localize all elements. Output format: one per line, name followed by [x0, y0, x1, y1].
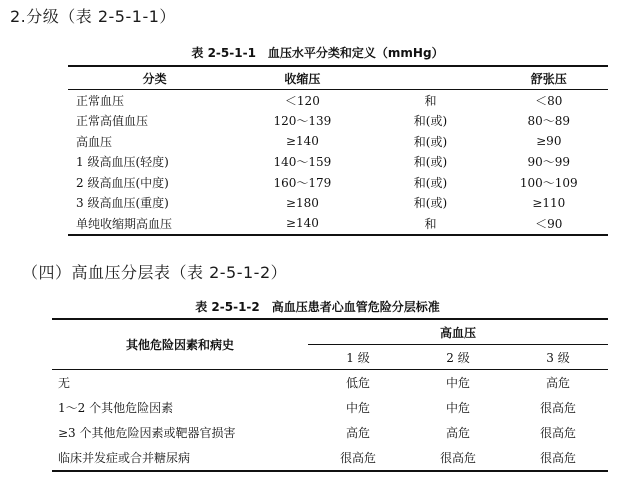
connector-cell: 和(或) [413, 175, 448, 190]
category-cell: 1 级高血压(轻度) [76, 155, 169, 170]
grade1-risk-cell: 中危 [345, 401, 370, 415]
diastolic-cell: 100～109 [519, 175, 578, 190]
table-row [68, 152, 608, 173]
diastolic-cell: ≥110 [532, 195, 566, 210]
category-cell: 单纯收缩期高血压 [76, 216, 173, 231]
header-grade-2: 2 级 [408, 345, 508, 370]
category-cell: 3 级高血压(重度) [76, 196, 169, 211]
header-grade-1: 1 级 [308, 345, 408, 370]
header-systolic: 收缩压 [233, 66, 371, 90]
systolic-cell: 120～139 [273, 114, 332, 129]
connector-cell: 和 [424, 93, 437, 108]
diastolic-cell: 80～89 [527, 114, 571, 129]
table-row [52, 395, 608, 420]
subsection-heading: （四）高血压分层表（表 2-5-1-2） [22, 263, 288, 282]
systolic-cell: ≥180 [285, 195, 319, 210]
connector-cell: 和(或) [413, 134, 448, 149]
connector-cell: 和(或) [413, 155, 448, 170]
category-cell: 2 级高血压(中度) [76, 175, 169, 190]
connector-cell: 和(或) [413, 196, 448, 211]
category-cell: 正常血压 [76, 93, 125, 108]
table-row [68, 172, 608, 193]
grade3-risk-cell: 很高危 [539, 426, 576, 440]
systolic-cell: 160～179 [273, 175, 332, 190]
diastolic-cell: 90～99 [527, 155, 571, 170]
table-row [52, 420, 608, 445]
grade1-risk-cell: 高危 [345, 426, 370, 440]
grade2-risk-cell: 高危 [445, 426, 470, 440]
grade2-risk-cell: 很高危 [439, 451, 476, 465]
grade2-risk-cell: 中危 [445, 376, 470, 390]
diastolic-cell: ＜80 [535, 93, 563, 108]
header-connector [371, 66, 489, 90]
bp-classification-table [68, 65, 608, 236]
table-row [68, 131, 608, 152]
header-diastolic: 舒张压 [490, 66, 608, 90]
grade3-risk-cell: 高危 [545, 376, 570, 390]
cv-risk-stratification-table [52, 318, 608, 472]
grade3-risk-cell: 很高危 [539, 451, 576, 465]
header-hypertension-group: 高血压 [308, 319, 608, 345]
systolic-cell: ＜120 [284, 93, 320, 108]
category-cell: 正常高值血压 [76, 114, 149, 129]
grade1-risk-cell: 很高危 [339, 451, 376, 465]
table-row [52, 370, 608, 396]
risk-factor-cell: 临床并发症或合并糖尿病 [58, 451, 191, 465]
table2-header-row [52, 319, 608, 345]
systolic-cell: ≥140 [285, 216, 319, 231]
header-risk-factors: 其他危险因素和病史 [52, 319, 308, 370]
diastolic-cell: ＜90 [535, 216, 563, 231]
table1-caption: 表 2-5-1-1 血压水平分类和定义（mmHg） [191, 46, 444, 60]
grade1-risk-cell: 低危 [345, 376, 370, 390]
diastolic-cell: ≥90 [536, 134, 562, 149]
table-row [52, 445, 608, 471]
header-category: 分类 [68, 66, 233, 90]
risk-factor-cell: 1～2 个其他危险因素 [58, 401, 174, 415]
connector-cell: 和 [424, 216, 437, 231]
systolic-cell: 140～159 [273, 155, 332, 170]
table-row [68, 213, 608, 235]
table-row [68, 193, 608, 214]
grade3-risk-cell: 很高危 [539, 401, 576, 415]
risk-factor-cell: ≥3 个其他危险因素或靶器官损害 [58, 426, 236, 440]
table-row [68, 111, 608, 132]
risk-factor-cell: 无 [58, 376, 71, 390]
grade2-risk-cell: 中危 [445, 401, 470, 415]
connector-cell: 和(或) [413, 114, 448, 129]
table1-header-row [68, 66, 608, 90]
section-heading: 2.分级（表 2-5-1-1） [10, 7, 176, 26]
category-cell: 高血压 [76, 134, 113, 149]
table-row [68, 90, 608, 111]
table2-caption: 表 2-5-1-2 高血压患者心血管危险分层标准 [195, 300, 440, 314]
systolic-cell: ≥140 [285, 134, 319, 149]
header-grade-3: 3 级 [508, 345, 608, 370]
